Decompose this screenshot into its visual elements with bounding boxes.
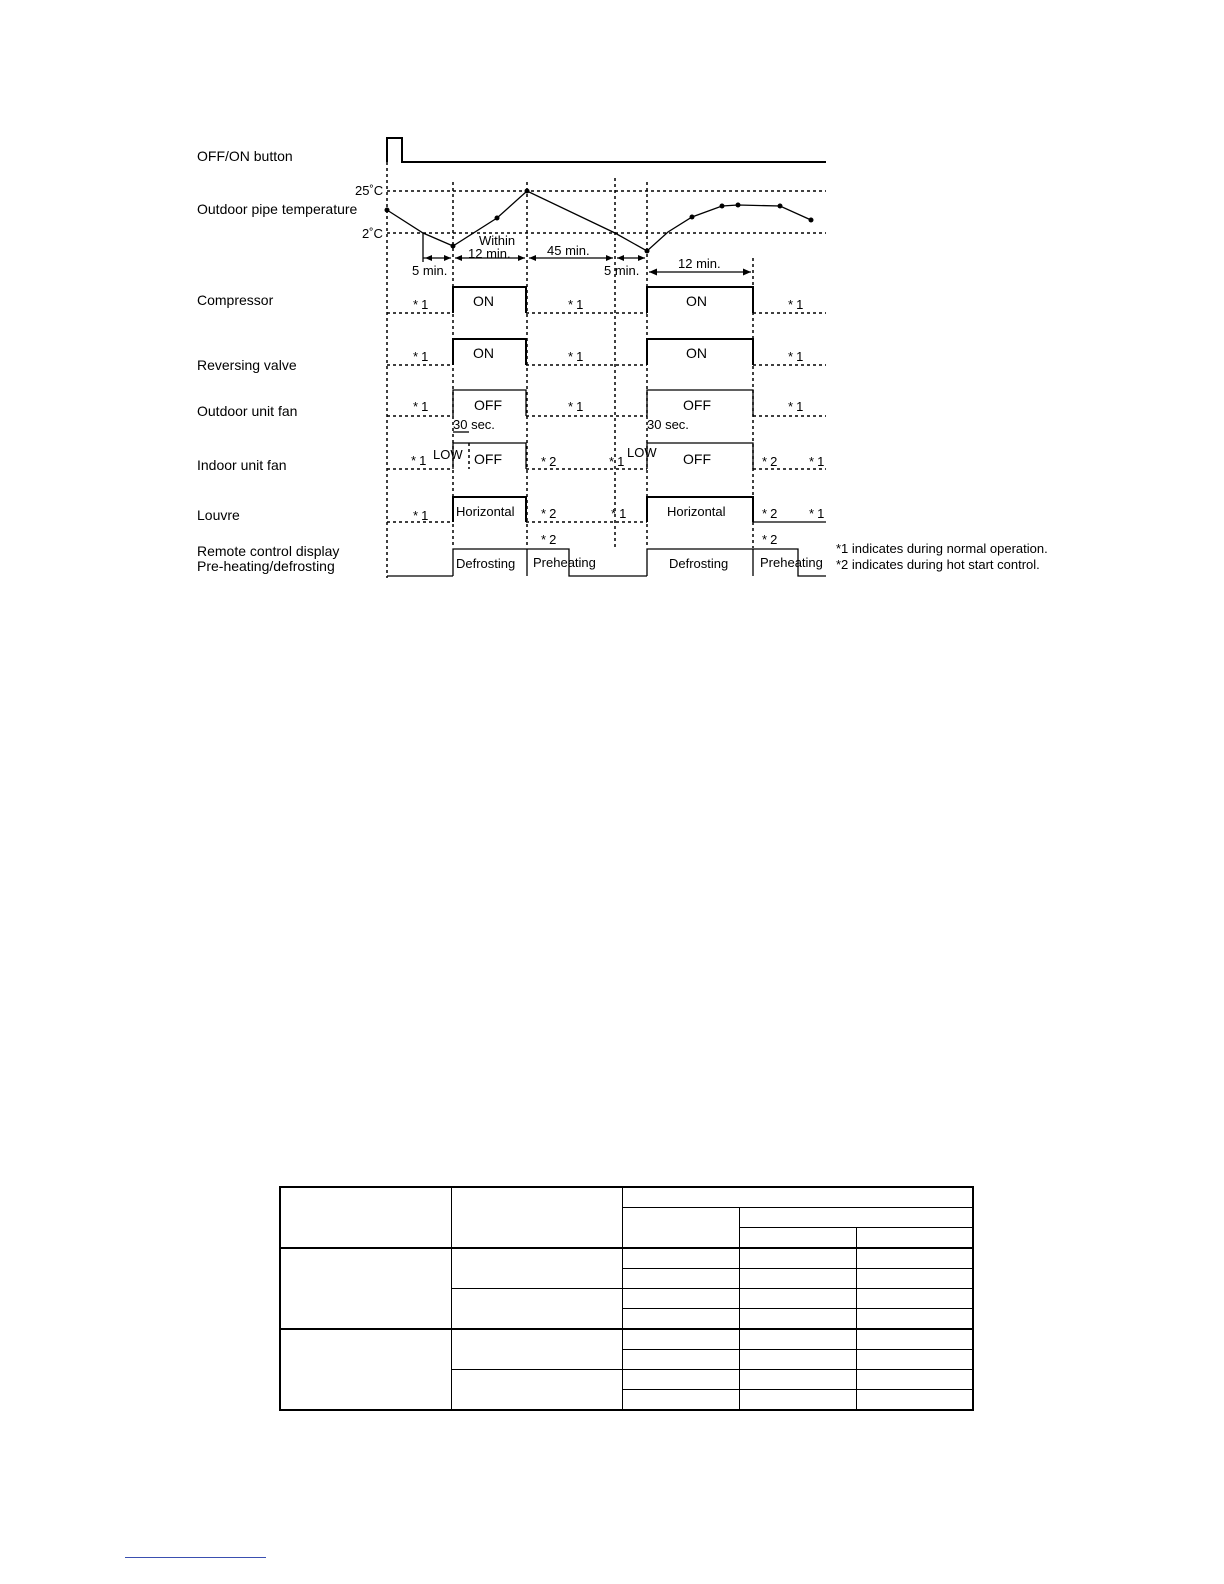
arrow-head [529, 255, 536, 261]
legend-note-2: *2 indicates during hot start control. [836, 557, 1040, 572]
louvre-horizontal-label-2: Horizontal [667, 504, 726, 519]
interval-5min-a-label: 5 min. [412, 263, 448, 278]
table-cell [856, 1309, 973, 1330]
indoor-fan-low-label-2: LOW [627, 445, 657, 460]
temp-point [385, 208, 390, 213]
table-cell [622, 1269, 739, 1289]
temp-point [720, 204, 725, 209]
table-cell [622, 1350, 739, 1370]
compressor-note-star: * 1 [568, 297, 584, 312]
label-remote-control-display: Remote control display [197, 543, 340, 559]
louvre-horizontal-label-1: Horizontal [456, 504, 515, 519]
label-offon-button: OFF/ON button [197, 148, 293, 164]
empty-settings-table [279, 1186, 974, 1411]
label-compressor: Compressor [197, 292, 274, 308]
table-cell [622, 1390, 739, 1411]
label-outdoor-unit-fan: Outdoor unit fan [197, 403, 298, 419]
table-header-cell [622, 1187, 973, 1208]
label-preheating-defrosting: Pre-heating/defrosting [197, 558, 335, 574]
indoor-fan-note-star: * 1 [809, 454, 825, 469]
table-cell [856, 1248, 973, 1269]
table-cell [856, 1390, 973, 1411]
interval-within-label: Within [479, 233, 516, 248]
reversing-valve-note-star: * 1 [413, 349, 429, 364]
table-cell [739, 1269, 856, 1289]
table-cell [622, 1248, 739, 1269]
louvre-note-star: * 1 [611, 506, 627, 521]
indoor-fan-note-star: * 2 [762, 454, 778, 469]
table-cell [856, 1269, 973, 1289]
legend-note-1: *1 indicates during normal operation. [836, 541, 1048, 556]
defrost-timing-diagram [0, 0, 1224, 620]
reversing-valve-on-label-2: ON [686, 345, 707, 361]
indoor-fan-low-label-1: LOW [433, 447, 463, 462]
temp-point [451, 244, 456, 249]
temp-point [645, 249, 650, 254]
temp-point [736, 203, 741, 208]
table-header-cell [739, 1228, 856, 1249]
table-group-cell [280, 1248, 451, 1329]
interval-45min-label: 45 min. [547, 243, 590, 258]
louvre-note-star: * 1 [413, 508, 429, 523]
temp-point [690, 215, 695, 220]
outdoor-fan-off-label-1: OFF [474, 397, 502, 413]
temp-tick-25c: 25˚C [355, 183, 384, 198]
table-header-cell [856, 1228, 973, 1249]
indoor-fan-off-label-1: OFF [474, 451, 502, 467]
outdoor-fan-30sec-label-1: 30 sec. [453, 417, 495, 432]
table-cell [739, 1309, 856, 1330]
louvre-note-star: * 1 [809, 506, 825, 521]
reversing-valve-on-label-1: ON [473, 345, 494, 361]
remote-defrosting-label-1: Defrosting [456, 556, 516, 571]
table-subgroup-cell [451, 1248, 622, 1289]
table-cell [739, 1350, 856, 1370]
interval-12min-b-label: 12 min. [678, 256, 721, 271]
table-subgroup-cell [451, 1329, 622, 1370]
table-cell [622, 1289, 739, 1309]
table-cell [739, 1329, 856, 1350]
outdoor-fan-note-star: * 1 [788, 399, 804, 414]
table-cell [856, 1289, 973, 1309]
interval-5min-b-label: 5 min. [604, 263, 640, 278]
table-row [280, 1329, 973, 1350]
table-cell [622, 1370, 739, 1390]
reversing-valve-note-star: * 1 [788, 349, 804, 364]
table-header-cell [739, 1208, 973, 1228]
arrow-head [606, 255, 613, 261]
arrow-head [638, 255, 645, 261]
compressor-note-star: * 1 [413, 297, 429, 312]
table-header-cell [622, 1208, 739, 1249]
remote-note-star: * 2 [541, 532, 557, 547]
label-louvre: Louvre [197, 507, 240, 523]
table-cell [622, 1329, 739, 1350]
arrow-head [455, 255, 462, 261]
arrow-head [444, 255, 451, 261]
table-cell [739, 1390, 856, 1411]
table-subgroup-cell [451, 1370, 622, 1411]
indoor-fan-note-star: * 1 [411, 453, 427, 468]
arrow-head [649, 269, 657, 276]
indoor-fan-off-label-2: OFF [683, 451, 711, 467]
outdoor-fan-30sec-label-2: 30 sec. [647, 417, 689, 432]
label-reversing-valve: Reversing valve [197, 357, 297, 373]
table-cell [739, 1370, 856, 1390]
reversing-valve-note-star: * 1 [568, 349, 584, 364]
temp-point [495, 216, 500, 221]
remote-preheating-label-2: Preheating [760, 555, 823, 570]
outdoor-fan-off-label-2: OFF [683, 397, 711, 413]
outdoor-fan-note-star: * 1 [413, 399, 429, 414]
table-cell [856, 1370, 973, 1390]
louvre-note-star: * 2 [541, 506, 557, 521]
arrow-head [617, 255, 624, 261]
footer-rule [125, 1557, 266, 1558]
arrow-head [743, 269, 751, 276]
compressor-note-star: * 1 [788, 297, 804, 312]
compressor-on-label-1: ON [473, 293, 494, 309]
table-cell [856, 1329, 973, 1350]
indoor-fan-note-star: * 1 [609, 454, 625, 469]
remote-note-star: * 2 [762, 532, 778, 547]
interval-12min-a-label: 12 min. [468, 246, 511, 261]
compressor-on-label-2: ON [686, 293, 707, 309]
remote-defrosting-label-2: Defrosting [669, 556, 729, 571]
remote-preheating-label-1: Preheating [533, 555, 596, 570]
arrow-head [425, 255, 432, 261]
table-subgroup-cell [451, 1289, 622, 1330]
table-cell [739, 1289, 856, 1309]
indoor-fan-note-star: * 2 [541, 454, 557, 469]
louvre-note-star: * 2 [762, 506, 778, 521]
label-outdoor-pipe-temperature: Outdoor pipe temperature [197, 201, 358, 217]
temp-point [525, 189, 530, 194]
table-row [280, 1248, 973, 1269]
table-header-cell [280, 1187, 451, 1248]
outdoor-fan-note-star: * 1 [568, 399, 584, 414]
table-cell [739, 1248, 856, 1269]
table-cell [856, 1350, 973, 1370]
temp-tick-2c: 2˚C [362, 226, 383, 241]
label-indoor-unit-fan: Indoor unit fan [197, 457, 287, 473]
table-group-cell [280, 1329, 451, 1410]
arrow-head [518, 255, 525, 261]
table-header-cell [451, 1187, 622, 1248]
table-cell [622, 1309, 739, 1330]
outdoor-pipe-temperature-curve [387, 191, 811, 251]
temp-point [778, 204, 783, 209]
offon-button-signal [387, 138, 826, 162]
temp-point [809, 218, 814, 223]
